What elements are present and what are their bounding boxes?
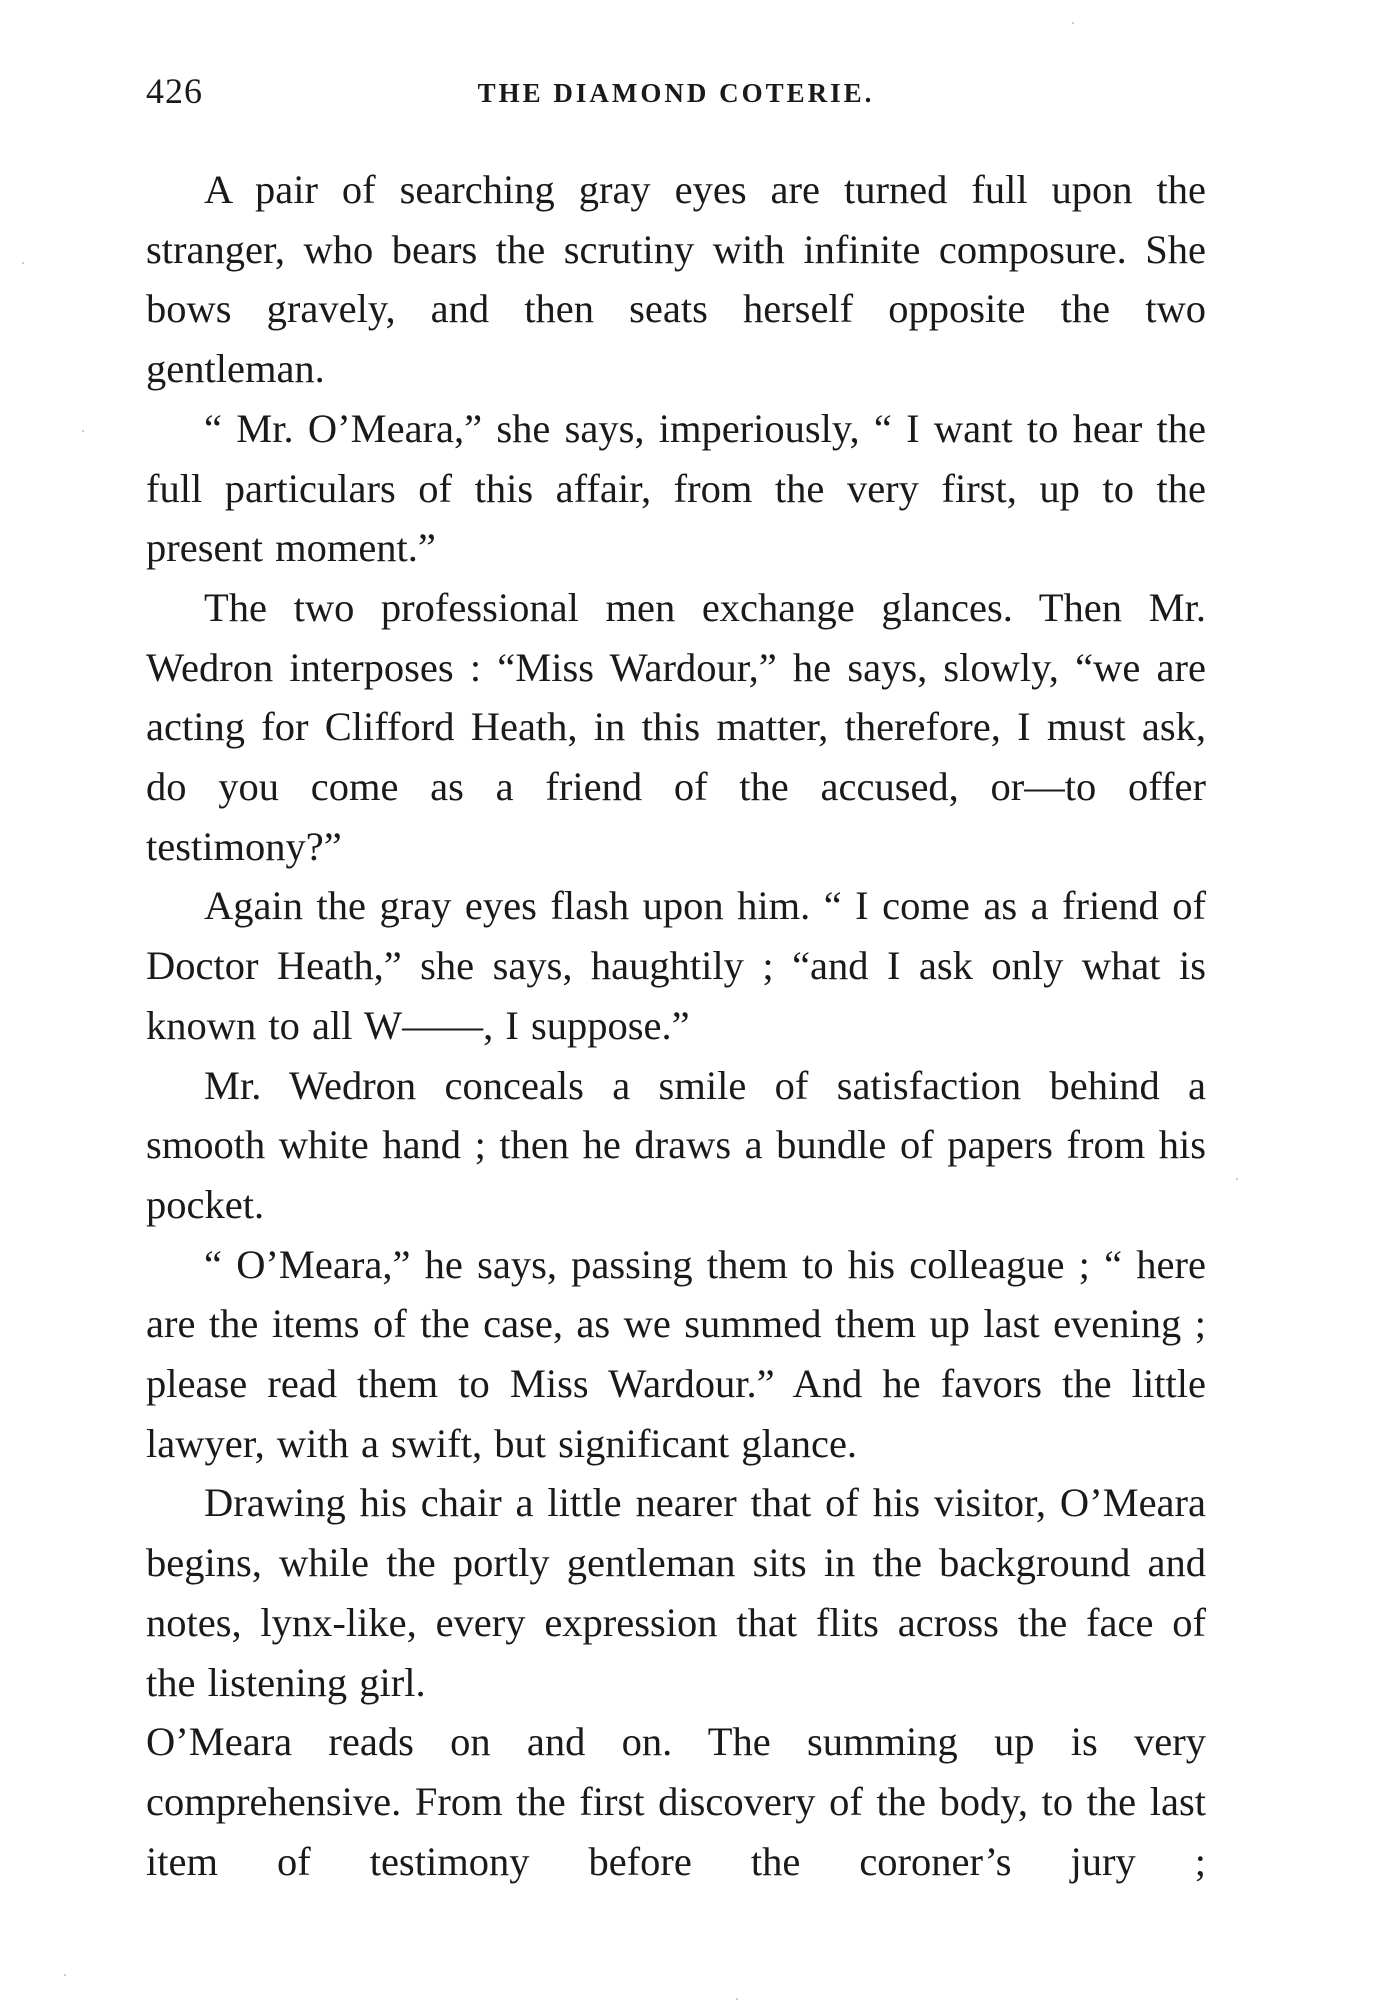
scan-speck: [82, 430, 84, 432]
scan-speck: [1072, 22, 1074, 24]
scan-speck: [64, 1974, 66, 1976]
paragraph: Mr. Wedron conceals a smile of satisfaction behind a smooth white hand ; then he draws a bundle of papers from his pocket.: [146, 1062, 1206, 1227]
page-number: 426: [146, 71, 203, 111]
paragraph: “ Mr. O’Meara,” she says, imperiously, “ I want to hear the full particulars of this affair, from the very first, up to the present moment.”: [146, 405, 1206, 571]
running-title: THE DIAMOND COTERIE.: [477, 78, 875, 108]
scan-speck: [1236, 1178, 1238, 1180]
paragraph-continued: O’Meara reads on and on. The summing up is very comprehensive. From the first discovery of the body, to the last item of testimony before the coroner’s jury ;: [146, 1719, 1206, 1884]
page-header: [146, 70, 1206, 120]
paragraph: Again the gray eyes flash upon him. “ I come as a friend of Doctor Heath,” she says, haughtily ; “and I ask only what is known to all W——, I suppose.”: [146, 883, 1206, 1048]
paragraph: A pair of searching gray eyes are turned full upon the stranger, who bears the scrutiny with infinite composure. She bows gravely, and then seats herself opposite the two gentleman.: [146, 167, 1206, 392]
body-text: [146, 160, 1206, 1891]
scan-speck: [736, 1998, 738, 2000]
paragraph: The two professional men exchange glances. Then Mr. Wedron interposes : “Miss Wardour,” he says, slowly, “we are acting for Clifford Heath, in this matter, therefore, I must ask, do you come as a friend of the accused, or—to offer testimony?”: [146, 584, 1206, 869]
paragraph: “ O’Meara,” he says, passing them to his colleague ; “ here are the items of the case, as we summed them up last evening ; please read them to Miss Wardour.” And he favors the little lawyer, with a swift, but significant glance.: [146, 1241, 1206, 1466]
scan-speck: [22, 262, 24, 264]
paragraph: Drawing his chair a little nearer that of his visitor, O’Meara begins, while the portly gentleman sits in the background and notes, lynx-like, every expression that flits across the face of the listening girl.: [146, 1480, 1206, 1705]
